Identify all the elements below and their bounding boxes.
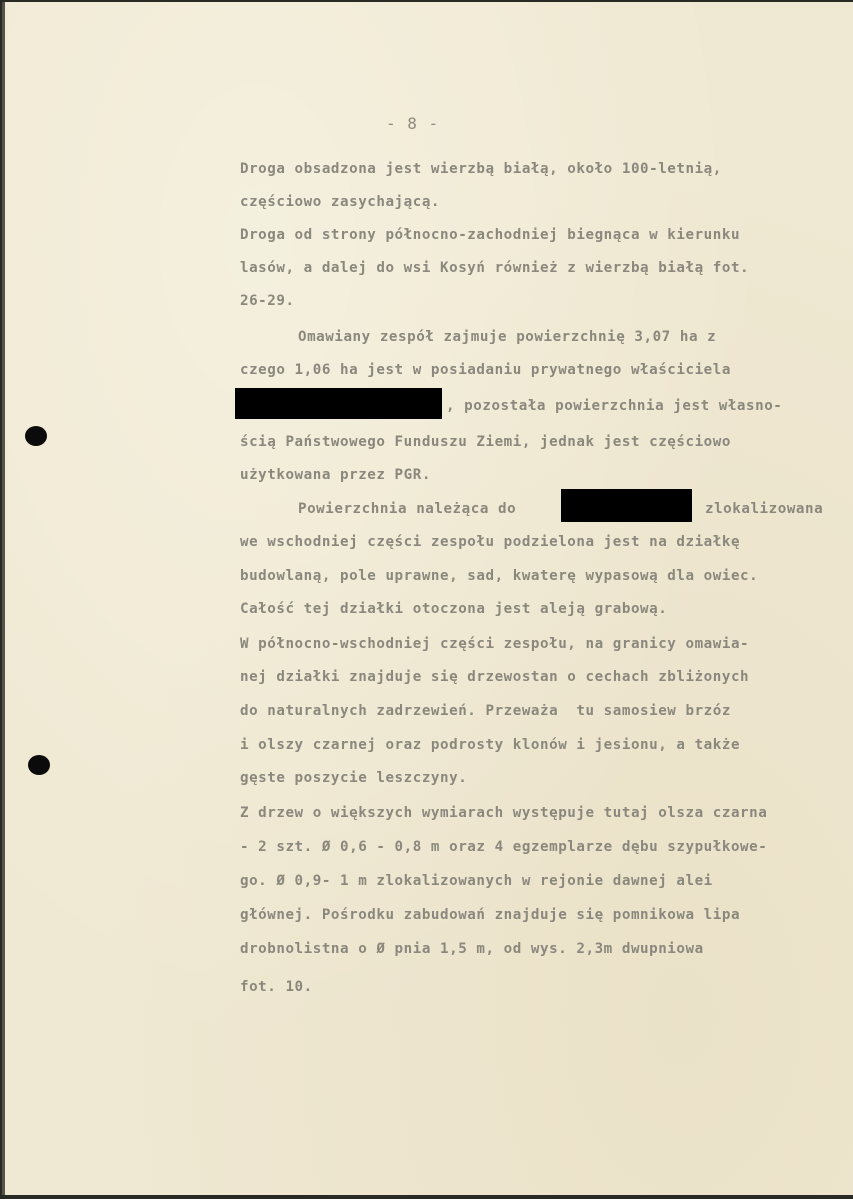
page-left-edge (2, 2, 5, 1195)
text-line: we wschodniej części zespołu podzielona jest na działkę (240, 534, 741, 550)
punch-hole-2 (28, 755, 50, 775)
text-line: Powierzchnia należąca do (298, 501, 517, 517)
text-line: Z drzew o większych wymiarach występuje tutaj olsza czarna (240, 805, 768, 821)
text-line: 26-29. (240, 293, 295, 309)
text-line: Omawiany zespół zajmuje powierzchnię 3,07 ha z (298, 329, 717, 345)
text-line: fot. 10. (240, 979, 313, 995)
redaction-block-2 (561, 489, 692, 522)
text-line: Całość tej działki otoczona jest aleją grabową. (240, 601, 668, 617)
text-line: , pozostała powierzchnia jest własno- (446, 398, 783, 414)
text-line: Droga obsadzona jest wierzbą białą, około 100-letnią, (240, 161, 722, 177)
page-number: - 8 - (386, 114, 440, 133)
text-line: gęste poszycie leszczyny. (240, 770, 468, 786)
text-line: czego 1,06 ha jest w posiadaniu prywatnego właściciela (240, 362, 731, 378)
text-line: i olszy czarnej oraz podrosty klonów i jesionu, a także (240, 737, 741, 753)
text-line: go. Ø 0,9- 1 m zlokalizowanych w rejonie dawnej alei (240, 873, 713, 889)
text-line: użytkowana przez PGR. (240, 467, 431, 483)
punch-hole-1 (25, 426, 47, 446)
text-line: Droga od strony północno-zachodniej biegnąca w kierunku (240, 227, 741, 243)
redaction-block-1 (235, 388, 442, 419)
text-line: częściowo zasychającą. (240, 194, 441, 210)
text-line: drobnolistna o Ø pnia 1,5 m, od wys. 2,3m dwupniowa (240, 941, 704, 957)
text-line: zlokalizowana (705, 501, 824, 517)
text-line: nej działki znajduje się drzewostan o cechach zbliżonych (240, 669, 750, 685)
text-line: do naturalnych zadrzewień. Przeważa tu samosiew brzóz (240, 703, 731, 719)
text-line: - 2 szt. Ø 0,6 - 0,8 m oraz 4 egzemplarze dębu szypułkowe- (240, 839, 768, 855)
text-line: ścią Państwowego Funduszu Ziemi, jednak jest częściowo (240, 434, 731, 450)
text-line: budowlaną, pole uprawne, sad, kwaterę wypasową dla owiec. (240, 568, 759, 584)
document-page (2, 2, 853, 1195)
text-line: W północno-wschodniej części zespołu, na granicy omawia- (240, 636, 750, 652)
text-line: głównej. Pośrodku zabudowań znajduje się pomnikowa lipa (240, 907, 741, 923)
text-line: lasów, a dalej do wsi Kosyń również z wierzbą białą fot. (240, 260, 750, 276)
